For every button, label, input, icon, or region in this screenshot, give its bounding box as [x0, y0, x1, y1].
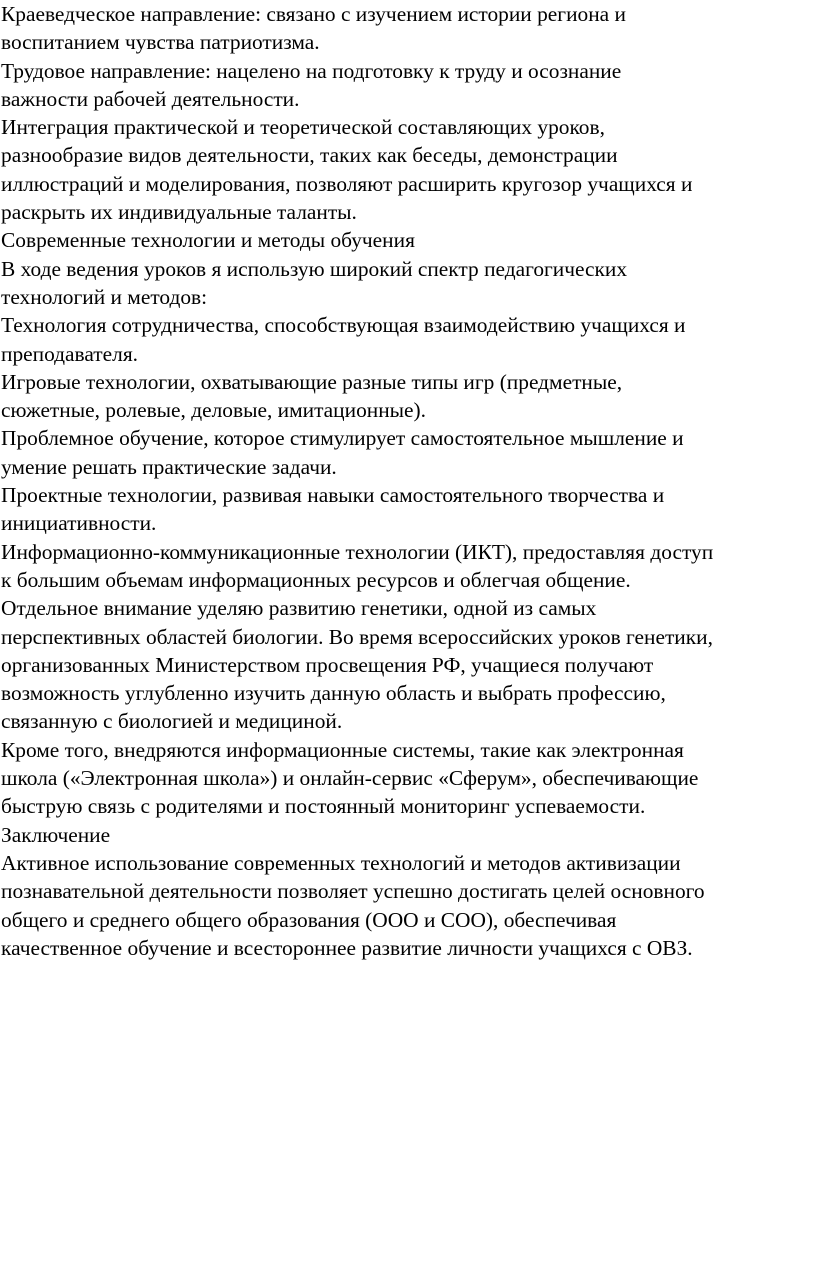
text-line: сюжетные, ролевые, деловые, имитационные). [1, 398, 426, 423]
text-line: воспитанием чувства патриотизма. [1, 30, 320, 55]
text-line: Трудовое направление: нацелено на подготовку к труду и осознание [1, 58, 622, 83]
text-line: Активное использование современных технологий и методов активизации [1, 850, 681, 875]
text-line: преподавателя. [1, 341, 139, 366]
text-line: Современные технологии и методы обучения [1, 228, 415, 253]
text-line: технологий и методов: [1, 284, 208, 309]
text-line: общего и среднего общего образования (ООО и СОО), обеспечивая [1, 907, 617, 932]
text-line: разнообразие видов деятельности, таких как беседы, демонстрации [1, 143, 618, 168]
text-line: возможность углубленно изучить данную область и выбрать профессию, [1, 681, 666, 706]
text-line: умение решать практические задачи. [1, 454, 337, 479]
text-line: Проблемное обучение, которое стимулирует самостоятельное мышление и [1, 426, 684, 451]
text-line: связанную с биологией и медициной. [1, 709, 343, 734]
text-line: качественное обучение и всестороннее развитие личности учащихся с ОВЗ. [1, 935, 693, 960]
text-line: перспективных областей биологии. Во время всероссийских уроков генетики, [1, 624, 713, 649]
text-line: Игровые технологии, охватывающие разные типы игр (предметные, [1, 369, 623, 394]
text-line: Проектные технологии, развивая навыки самостоятельного творчества и [1, 483, 665, 508]
text-line: к большим объемам информационных ресурсов и облегчая общение. [1, 567, 631, 592]
text-line: организованных Министерством просвещения РФ, учащиеся получают [1, 652, 654, 677]
text-line: познавательной деятельности позволяет успешно достигать целей основного [1, 879, 705, 904]
text-line: важности рабочей деятельности. [1, 86, 300, 111]
text-line: Краеведческое направление: связано с изучением истории региона и [1, 2, 626, 26]
document-body [1, 0, 816, 962]
text-line: раскрыть их индивидуальные таланты. [1, 200, 357, 225]
text-line: Заключение [1, 822, 111, 847]
text-line: В ходе ведения уроков я использую широкий спектр педагогических [1, 256, 628, 281]
text-line: быструю связь с родителями и постоянный мониторинг успеваемости. [1, 794, 646, 819]
text-line: Информационно-коммуникационные технологии (ИКТ), предоставляя доступ [1, 539, 714, 564]
text-line: Интеграция практической и теоретической составляющих уроков, [1, 115, 605, 140]
text-line: Кроме того, внедряются информационные системы, такие как электронная [1, 737, 684, 762]
text-line: инициативности. [1, 511, 157, 536]
text-line: Отдельное внимание уделяю развитию генетики, одной из самых [1, 596, 597, 621]
text-line: школа («Электронная школа») и онлайн-сервис «Сферум», обеспечивающие [1, 766, 699, 791]
text-line: Технология сотрудничества, способствующая взаимодействию учащихся и [1, 313, 686, 338]
text-line: иллюстраций и моделирования, позволяют расширить кругозор учащихся и [1, 171, 693, 196]
